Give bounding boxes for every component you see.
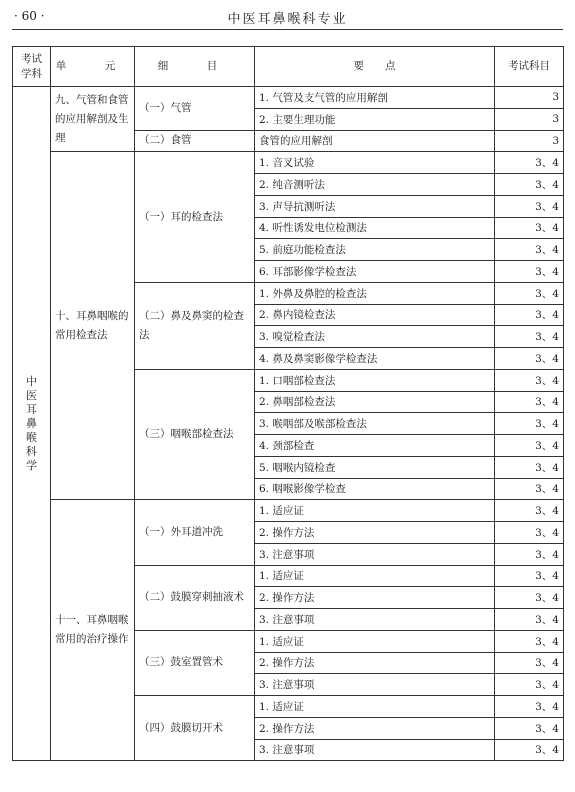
- point-cell: 食管的应用解剖: [255, 130, 495, 152]
- level-cell: 3、4: [495, 630, 564, 652]
- unit-cell: 十、耳鼻咽喉的常用检查法: [51, 152, 135, 500]
- point-cell: 3. 注意事项: [255, 609, 495, 631]
- detail-cell: （一）耳的检查法: [135, 152, 255, 283]
- level-cell: 3、4: [495, 261, 564, 283]
- level-cell: 3、4: [495, 522, 564, 544]
- point-cell: 3. 注意事项: [255, 739, 495, 761]
- point-cell: 2. 操作方法: [255, 522, 495, 544]
- point-cell: 3. 嗅觉检查法: [255, 326, 495, 348]
- level-cell: 3、4: [495, 304, 564, 326]
- header-point: 要 点: [255, 47, 495, 87]
- level-cell: 3、4: [495, 717, 564, 739]
- point-cell: 2. 纯音测听法: [255, 174, 495, 196]
- point-cell: 1. 适应证: [255, 696, 495, 718]
- point-cell: 1. 适应证: [255, 565, 495, 587]
- point-cell: 1. 音叉试验: [255, 152, 495, 174]
- point-cell: 2. 操作方法: [255, 652, 495, 674]
- point-cell: 1. 适应证: [255, 630, 495, 652]
- level-cell: 3、4: [495, 282, 564, 304]
- subject-label: 中医耳鼻喉科学: [26, 374, 37, 472]
- level-cell: 3、4: [495, 456, 564, 478]
- point-cell: 6. 咽喉影像学检查: [255, 478, 495, 500]
- point-cell: 5. 咽喉内镜检查: [255, 456, 495, 478]
- page-number: · 60 ·: [14, 9, 45, 23]
- level-cell: 3、4: [495, 413, 564, 435]
- detail-cell: （二）鼓膜穿刺抽液术: [135, 565, 255, 630]
- point-cell: 3. 喉咽部及喉部检查法: [255, 413, 495, 435]
- level-cell: 3、4: [495, 739, 564, 761]
- header-unit: 单 元: [51, 47, 135, 87]
- level-cell: 3、4: [495, 587, 564, 609]
- level-cell: 3、4: [495, 543, 564, 565]
- table-row: [13, 500, 564, 522]
- level-cell: 3、4: [495, 326, 564, 348]
- level-cell: 3、4: [495, 217, 564, 239]
- level-cell: 3、4: [495, 500, 564, 522]
- level-cell: 3: [495, 87, 564, 109]
- header-subject: 考试学科: [13, 47, 51, 87]
- point-cell: 6. 耳部影像学检查法: [255, 261, 495, 283]
- page-title: 中医耳鼻喉科专业: [227, 12, 348, 27]
- level-cell: 3、4: [495, 348, 564, 370]
- level-cell: 3、4: [495, 478, 564, 500]
- point-cell: 2. 操作方法: [255, 717, 495, 739]
- detail-cell: （三）咽喉部检查法: [135, 369, 255, 500]
- level-cell: 3、4: [495, 609, 564, 631]
- point-cell: 3. 声导抗测听法: [255, 195, 495, 217]
- level-cell: 3、4: [495, 174, 564, 196]
- level-cell: 3、4: [495, 152, 564, 174]
- syllabus-table: [12, 46, 564, 761]
- level-cell: 3、4: [495, 239, 564, 261]
- detail-cell: （一）外耳道冲洗: [135, 500, 255, 565]
- point-cell: 4. 听性诱发电位检测法: [255, 217, 495, 239]
- point-cell: 1. 口咽部检查法: [255, 369, 495, 391]
- level-cell: 3、4: [495, 565, 564, 587]
- table-header-row: [13, 47, 564, 87]
- point-cell: 2. 鼻咽部检查法: [255, 391, 495, 413]
- point-cell: 2. 鼻内镜检查法: [255, 304, 495, 326]
- level-cell: 3、4: [495, 674, 564, 696]
- detail-cell: （三）鼓室置管术: [135, 630, 255, 695]
- detail-cell: （二）食管: [135, 130, 255, 152]
- point-cell: 2. 主要生理功能: [255, 108, 495, 130]
- level-cell: 3、4: [495, 391, 564, 413]
- level-cell: 3、4: [495, 652, 564, 674]
- point-cell: 1. 外鼻及鼻腔的检查法: [255, 282, 495, 304]
- header-detail: 细 目: [135, 47, 255, 87]
- point-cell: 3. 注意事项: [255, 543, 495, 565]
- level-cell: 3、4: [495, 696, 564, 718]
- point-cell: 3. 注意事项: [255, 674, 495, 696]
- header-level: 考试科目: [495, 47, 564, 87]
- point-cell: 4. 颈部检查: [255, 435, 495, 457]
- table-row: [13, 152, 564, 174]
- unit-cell: 十一、耳鼻咽喉常用的治疗操作: [51, 500, 135, 761]
- point-cell: 5. 前庭功能检查法: [255, 239, 495, 261]
- table-row: [13, 87, 564, 109]
- point-cell: 1. 适应证: [255, 500, 495, 522]
- level-cell: 3、4: [495, 435, 564, 457]
- point-cell: 1. 气管及支气管的应用解剖: [255, 87, 495, 109]
- point-cell: 2. 操作方法: [255, 587, 495, 609]
- level-cell: 3: [495, 130, 564, 152]
- subject-cell: [13, 87, 51, 761]
- detail-cell: （一）气管: [135, 87, 255, 131]
- detail-cell: （四）鼓膜切开术: [135, 696, 255, 761]
- page-header: [12, 6, 563, 28]
- level-cell: 3、4: [495, 369, 564, 391]
- level-cell: 3: [495, 108, 564, 130]
- header-rule: [12, 29, 563, 30]
- point-cell: 4. 鼻及鼻窦影像学检查法: [255, 348, 495, 370]
- level-cell: 3、4: [495, 195, 564, 217]
- unit-cell: 九、气管和食管的应用解剖及生理: [51, 87, 135, 152]
- detail-cell: （二）鼻及鼻窦的检查法: [135, 282, 255, 369]
